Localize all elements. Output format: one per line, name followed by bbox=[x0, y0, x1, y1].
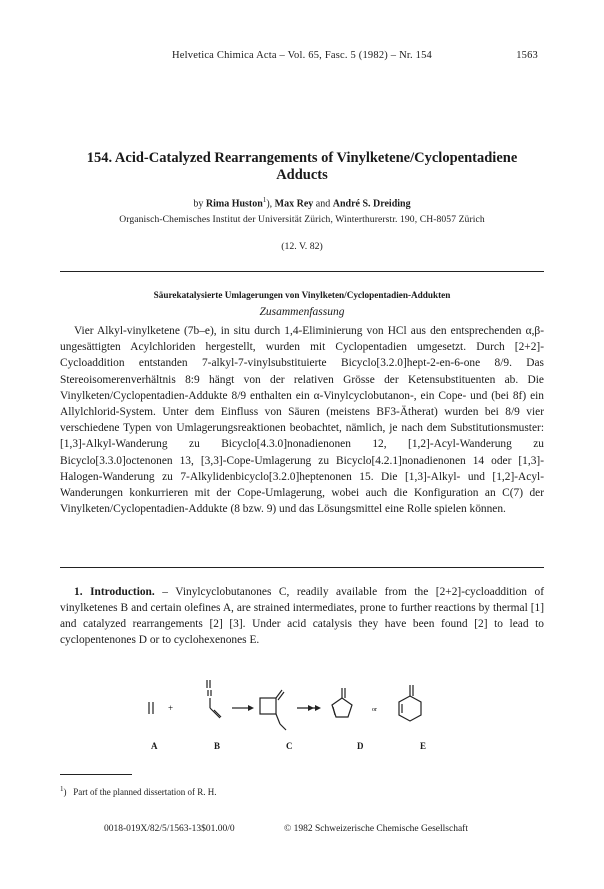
copyright-notice: © 1982 Schweizerische Chemische Gesellschaft bbox=[284, 824, 468, 834]
article-code: 0018-019X/82/5/1563-13$01.00/0 bbox=[104, 824, 235, 834]
footnote-ref: 1 bbox=[262, 196, 267, 204]
title-line-2: Adducts bbox=[276, 167, 328, 183]
plus-sign: + bbox=[168, 703, 174, 713]
zusammenfassung-heading: Zusammenfassung bbox=[259, 306, 345, 318]
intro-heading: 1. Introduction. bbox=[74, 586, 155, 598]
introduction bbox=[60, 584, 544, 648]
arrow-2-head-inner bbox=[308, 705, 314, 711]
institution: Organisch-Chemisches Institut der Universität Zürich, Winterthurerstr. 190, CH-8057 Zürich bbox=[119, 214, 485, 225]
ring-double bbox=[333, 707, 335, 715]
abstract bbox=[60, 323, 544, 517]
author-rey: Max Rey bbox=[274, 198, 314, 210]
label-C: C bbox=[286, 741, 293, 751]
footnote: $^1$) Part of the planned dissertation of R. H. bbox=[60, 785, 217, 797]
footnote-mark: 1 bbox=[60, 785, 64, 793]
journal-header: Helvetica Chimica Acta – Vol. 65, Fasc. 5 (1982) – Nr. 154 bbox=[172, 50, 432, 61]
footnote-rule bbox=[60, 774, 132, 775]
by-word: by bbox=[193, 198, 204, 210]
bottom-rule bbox=[60, 567, 544, 568]
label-B: B bbox=[214, 741, 221, 751]
label-D: D bbox=[357, 741, 364, 751]
footnote-text: Part of the planned dissertation of R. H. bbox=[73, 787, 217, 797]
reaction-scheme bbox=[140, 678, 460, 758]
title-line-1: 154. Acid-Catalyzed Rearrangements of Vinylketene/Cyclopentadiene bbox=[86, 150, 518, 166]
top-rule bbox=[60, 271, 544, 272]
abstract-paragraph: Vier Alkyl-vinylketene (7b–e), in situ durch 1,4-Eliminierung von HCl aus den entsprechenden α,β-ungesättigten Acylchloriden hergestellt, wurden mit Cyclopentadien umgesetzt. Durch [2+2]-Cycloaddition entstanden 7-alkyl-7-vinylsubstituierte Bicyclo[3.2.0]hept-2-en-6-one 8/9. Das Stereoisomerenverhältnis 8:9 hängt von der relativen Grösse der Ketensubstituenten ab. Die Vinylketen/Cyclopentadien-Addukte 8/9 enthalten ein α-Vinylcyclobutanon-, ein Cope- und (bei 8f) ein Allylchlorid-System. Unter dem Einfluss von Säuren (meistens BF3-Ätherat) wurden bei 8/9 vier verschiedene Typen von Umlagerungsreaktionen beobachtet, nämlich, je nach dem Substitutionsmuster: [1,3]-Alkyl-Wanderung zu Bicyclo[4.3.0]nonadienonen 12, [1,2]-Acyl-Wanderung zu Bicyclo[3.3.0]octenonen 13, [3,3]-Cope-Umlagerung zu Bicyclo[4.2.1]nonadienonen 14 oder [1,3]-Halogen-Wanderung zu 7-Alkylidenbicyclo[3.2.0]heptenonen 15. Die [1,3]-Alkyl- und [1,2]-Acyl-Wanderungen konkurrieren mit der Cope-Umlagerung, wobei auch die Konfiguration an C(7) der Vinylketen/Cyclopentadien-Addukte (8 bzw. 9) und das Lösungsmittel eine Rolle spielen können. bbox=[60, 325, 544, 516]
german-title: Säurekatalysierte Umlagerungen von Vinylketen/Cyclopentadien-Addukten bbox=[153, 290, 451, 300]
label-A: A bbox=[151, 741, 158, 751]
author-dreiding: André S. Dreiding bbox=[332, 198, 411, 210]
or-word: or bbox=[372, 707, 377, 713]
intro-text: – Vinylcyclobutanones C, readily available from the [2+2]-cycloaddition of vinylketenes B and certain olefines A, are strained intermediates, prone to further reactions by thermal [1] and catalyzed rearrangements [2] [3]. Under acid catalysis they have been found [2] to lead to cyclopentenones D or to cyclohexenones E. bbox=[60, 586, 544, 646]
page-number: 1563 bbox=[516, 50, 538, 61]
and-word: and bbox=[315, 198, 331, 210]
received-date: (12. V. 82) bbox=[281, 241, 323, 252]
vinyl-bond bbox=[276, 714, 280, 724]
arrow-2-head bbox=[315, 705, 321, 711]
article-title bbox=[50, 150, 554, 184]
arrow-1-head bbox=[248, 705, 254, 711]
cyclobutanone-ring bbox=[260, 698, 276, 714]
byline: by Rima Huston$^1$), Max Rey and André S. Dreiding bbox=[193, 196, 411, 210]
author-huston: Rima Huston bbox=[205, 198, 263, 210]
ketene-vinyl bbox=[210, 708, 220, 718]
label-E: E bbox=[420, 741, 427, 751]
vinyl-double bbox=[280, 724, 286, 730]
